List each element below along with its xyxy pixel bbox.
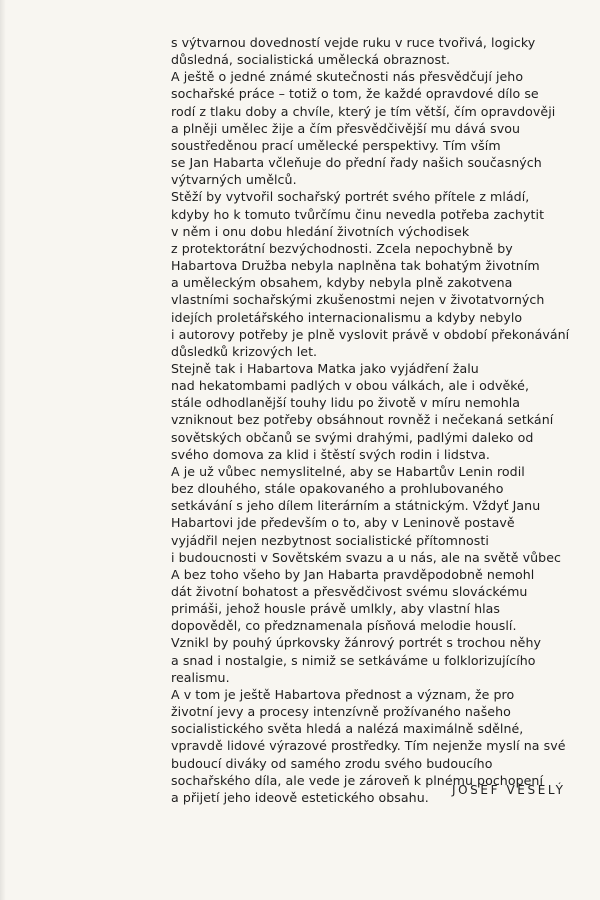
text-line: vpravdě lidové výrazové prostředky. Tím nejenže myslí na své (171, 738, 566, 754)
author-signature: JOSEF VESELÝ (452, 783, 566, 797)
text-line: A v tom je ještě Habartova přednost a význam, že pro (171, 686, 515, 702)
text-line: setkávání s jeho dílem literárním a státnickým. Vždyť Janu (171, 498, 541, 514)
text-line: idejích proletářského internacionalismu a kdyby nebylo (171, 309, 523, 325)
text-line: Vznikl by pouhý úprkovsky žánrový portrét s trochou něhy (171, 635, 541, 651)
text-line: z protektorátní bezvýchodnosti. Zcela nepochybně by (171, 240, 513, 256)
text-line: důsledků krizových let. (171, 343, 318, 359)
text-line: A bez toho všeho by Jan Habarta pravděpodobně nemohl (171, 566, 535, 582)
article-body (171, 34, 583, 806)
text-line: realismu. (171, 669, 230, 685)
text-line: důsledná, socialistická umělecká obraznost. (171, 52, 451, 68)
text-line: bez dlouhého, stále opakovaného a prohlubovaného (171, 481, 504, 497)
text-line: vyjádřil nejen nezbytnost socialistické přítomnosti (171, 532, 489, 548)
text-line: soustředěnou prací umělecké perspektivy. Tím vším (171, 137, 501, 153)
text-line: se Jan Habarta včleňuje do přední řady našich současných (171, 155, 542, 171)
text-line: v něm i onu dobu hledání životních východisek (171, 223, 470, 239)
text-line: Habartovi jde především o to, aby v Leninově postavě (171, 515, 515, 531)
text-line: dát životní bohatost a přesvědčivost svému slováckému (171, 584, 528, 599)
text-line: dopověděl, co předznamenala písňová melodie houslí. (171, 618, 517, 634)
text-line: i autorovy potřeby je plně vyslovit právě v období překonávání (171, 326, 570, 342)
text-line: a přijetí jeho ideově estetického obsahu. (171, 789, 429, 805)
text-line: sochařské práce – totiž o tom, že každé opravdové dílo se (171, 86, 539, 102)
text-line: a uměleckým obsahem, kdyby nebyla plně zakotvena (171, 275, 513, 291)
text-line: vzniknout bez potřeby obsáhnout rovněž i nečekaná setkání (171, 412, 554, 428)
text-line: vlastními sochařskými zkušenostmi nejen v životatvorných (171, 292, 545, 308)
text-line: svého domova za klid i štěstí svých rodin i lidstva. (171, 446, 490, 462)
page-edge-shadow (0, 0, 6, 900)
text-line: nad hekatombami padlých v obou válkách, ale i odvěké, (171, 378, 530, 394)
text-line: sochařského díla, ale vede je zároveň k plnému pochopení (171, 772, 544, 788)
text-line: výtvarných umělců. (171, 172, 297, 188)
text-line: Stejně tak i Habartova Matka jako vyjádření žalu (171, 360, 479, 376)
text-line: životní jevy a procesy intenzívně prožívaného našeho (171, 704, 511, 720)
text-line: stále odhodlanější touhy lidu po životě v míru nemohla (171, 395, 521, 411)
text-line: socialistického světa hledá a nalézá maximálně sdělné, (171, 721, 524, 737)
text-line: s výtvarnou dovedností vejde ruku v ruce tvořivá, logicky (171, 35, 536, 50)
text-line: A je už vůbec nemyslitelné, aby se Habartův Lenin rodil (171, 463, 525, 479)
text-line: a snad i nostalgie, s nimiž se setkáváme u folklorizujícího (171, 652, 536, 668)
text-line: rodí z tlaku doby a chvíle, který je tím větší, čím opravdověji (171, 103, 556, 119)
text-line: A ještě o jedné známé skutečnosti nás přesvědčují jeho (171, 69, 524, 85)
text-line: a plněji umělec žije a čím přesvědčivější mu dává svou (171, 120, 521, 136)
text-line: kdyby ho k tomuto tvůrčímu činu nevedla potřeba zachytit (171, 206, 545, 222)
text-line: primáši, jehož housle právě umlkly, aby vlastní hlas (171, 601, 501, 617)
text-line: budoucí diváky od samého zrodu svého budoucího (171, 755, 493, 771)
text-line: Stěží by vytvořil sochařský portrét svého přítele z mládí, (171, 189, 530, 205)
text-line: i budoucnosti v Sovětském svazu a u nás, ale na světě vůbec (171, 549, 561, 565)
text-line: sovětských občanů se svými drahými, padlými daleko od (171, 429, 534, 445)
text-line: Habartova Družba nebyla naplněna tak bohatým životním (171, 258, 540, 274)
